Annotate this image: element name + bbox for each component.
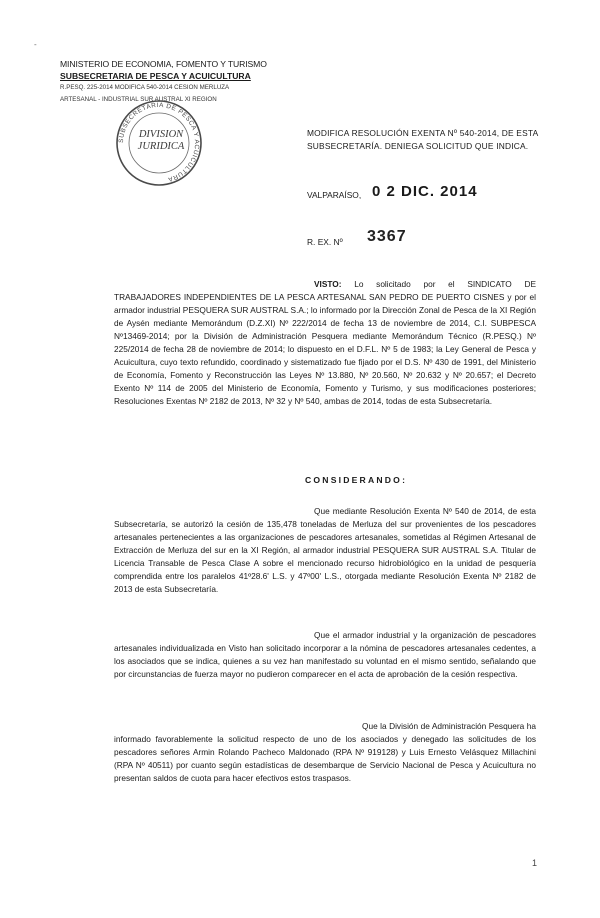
subsecretaria-name: SUBSECRETARIA DE PESCA Y ACUICULTURA xyxy=(60,71,251,81)
visto-text: Lo solicitado por el SINDICATO DE TRABAJADORES INDEPENDIENTES DE LA PESCA ARTESANAL SAN PEDRO DE PUERTO CISNES y por el armador industrial PESQUERA SUR AUSTRAL S.A.; lo informado por la Dirección Zonal de Pesca de la XI Región de Aysén mediante Memorándum (D.Z.XI) Nº 222/2014 de fecha 13 de noviembre de 2014, C.I. SUBPESCA Nº13469-2014; por la División de Administración Pesquera mediante Memorándum Técnico (R.PESQ.) Nº 225/2014 de fecha 28 de noviembre de 2014; lo dispuesto en el D.F.L. Nº 5 de 1983; la Ley General de Pesca y Acuicultura, cuyo texto refundido, coordinado y sistematizado fue fijado por el D.S. Nº 430 de 1991, del Ministerio de Economía, Fomento y Reconstrucción las Leyes Nº 13.880, Nº 20.560, Nº 20.632 y Nº 20.657; el Decreto Exento Nº 114 de 2005 del Ministerio de Economía, Fomento y Turismo, y sus modificaciones posteriores; Resoluciones Exentas Nº 2182 de 2013, Nº 32 y Nº 540, ambas de 2014, todas de esta Subsecretaría. xyxy=(114,279,536,406)
ministry-name: MINISTERIO DE ECONOMIA, FOMENTO Y TURISMO xyxy=(60,59,267,69)
resolution-subject: MODIFICA RESOLUCIÓN EXENTA Nº 540-2014, DE ESTA SUBSECRETARÍA. DENIEGA SOLICITUD QUE INDICA. xyxy=(307,128,538,151)
resolution-number: 3367 xyxy=(367,228,407,245)
considerando-heading: CONSIDERANDO: xyxy=(305,475,408,485)
stamp-ring-text: SUBSECRETARIA DE PESCA Y ACUICULTURA xyxy=(117,101,201,183)
place-label: VALPARAÍSO, xyxy=(307,190,362,200)
visto-lead: VISTO: xyxy=(314,279,342,289)
considerando-paragraph-2: Que el armador industrial y la organización de pescadores artesanales individualizada en Visto han solicitado incorporar a la nómina de pescadores artesanales cedentes, a los asociados que se indica, quienes a su vez han manifestado su voluntad en el mismo sentido, señalando que por circunstancias de fuerza mayor no pudieron comparecer en el acta de aprobación de la cesión respectiva. xyxy=(114,630,536,679)
date-stamp: 0 2 DIC. 2014 xyxy=(372,183,478,200)
stamp-line-1: DIVISION xyxy=(138,129,184,140)
division-juridica-stamp xyxy=(113,97,205,189)
margin-mark: - xyxy=(34,40,37,49)
reference-line-2: ARTESANAL - INDUSTRIAL SUR AUSTRAL XI REGION xyxy=(60,96,217,103)
visto-paragraph xyxy=(114,278,536,408)
considerando-paragraph-3: Que la División de Administración Pesquera ha informado favorablemente la solicitud respecto de uno de los asociados y denegado las solicitudes de los pescadores señores Armin Rolando Pacheco Maldonado (RPA Nº 919128) y Luis Ernesto Velásquez Millachini (RPA Nº 40511) por cuanto según estadísticas de desembarque de Servicio Nacional de Pesca y Acuicultura no presentan saldos de cuota para hacer efectivos estos traspasos. xyxy=(114,721,536,783)
stamp-center-text xyxy=(133,129,189,153)
page-number: 1 xyxy=(532,858,538,868)
resolution-label: R. EX. Nº xyxy=(307,237,343,247)
considerando-paragraph-1: Que mediante Resolución Exenta Nº 540 de 2014, de esta Subsecretaría, se autorizó la cesión de 135,478 toneladas de Merluza del sur provenientes de los pescadores artesanales pertenecientes a las organizaciones de pescadores artesanales, sometidas al Régimen Artesanal de Extracción de Merluza del sur en la XI Región, al armador industrial PESQUERA SUR AUSTRAL S.A. Titular de Licencia Transable de Pesca Clase A sobre el mencionado recurso hidrobiológico en la unidad de pesquería comprendida entre los paralelos 41º28.6' L.S. y 47º00' L.S., otorgada mediante Resolución Exenta Nº 2182 de 2013 de esta Subsecretaría. xyxy=(114,506,536,594)
stamp-line-2: JURIDICA xyxy=(137,141,185,152)
reference-line-1: R.PESQ. 225-2014 MODIFICA 540-2014 CESION MERLUZA xyxy=(60,84,230,91)
